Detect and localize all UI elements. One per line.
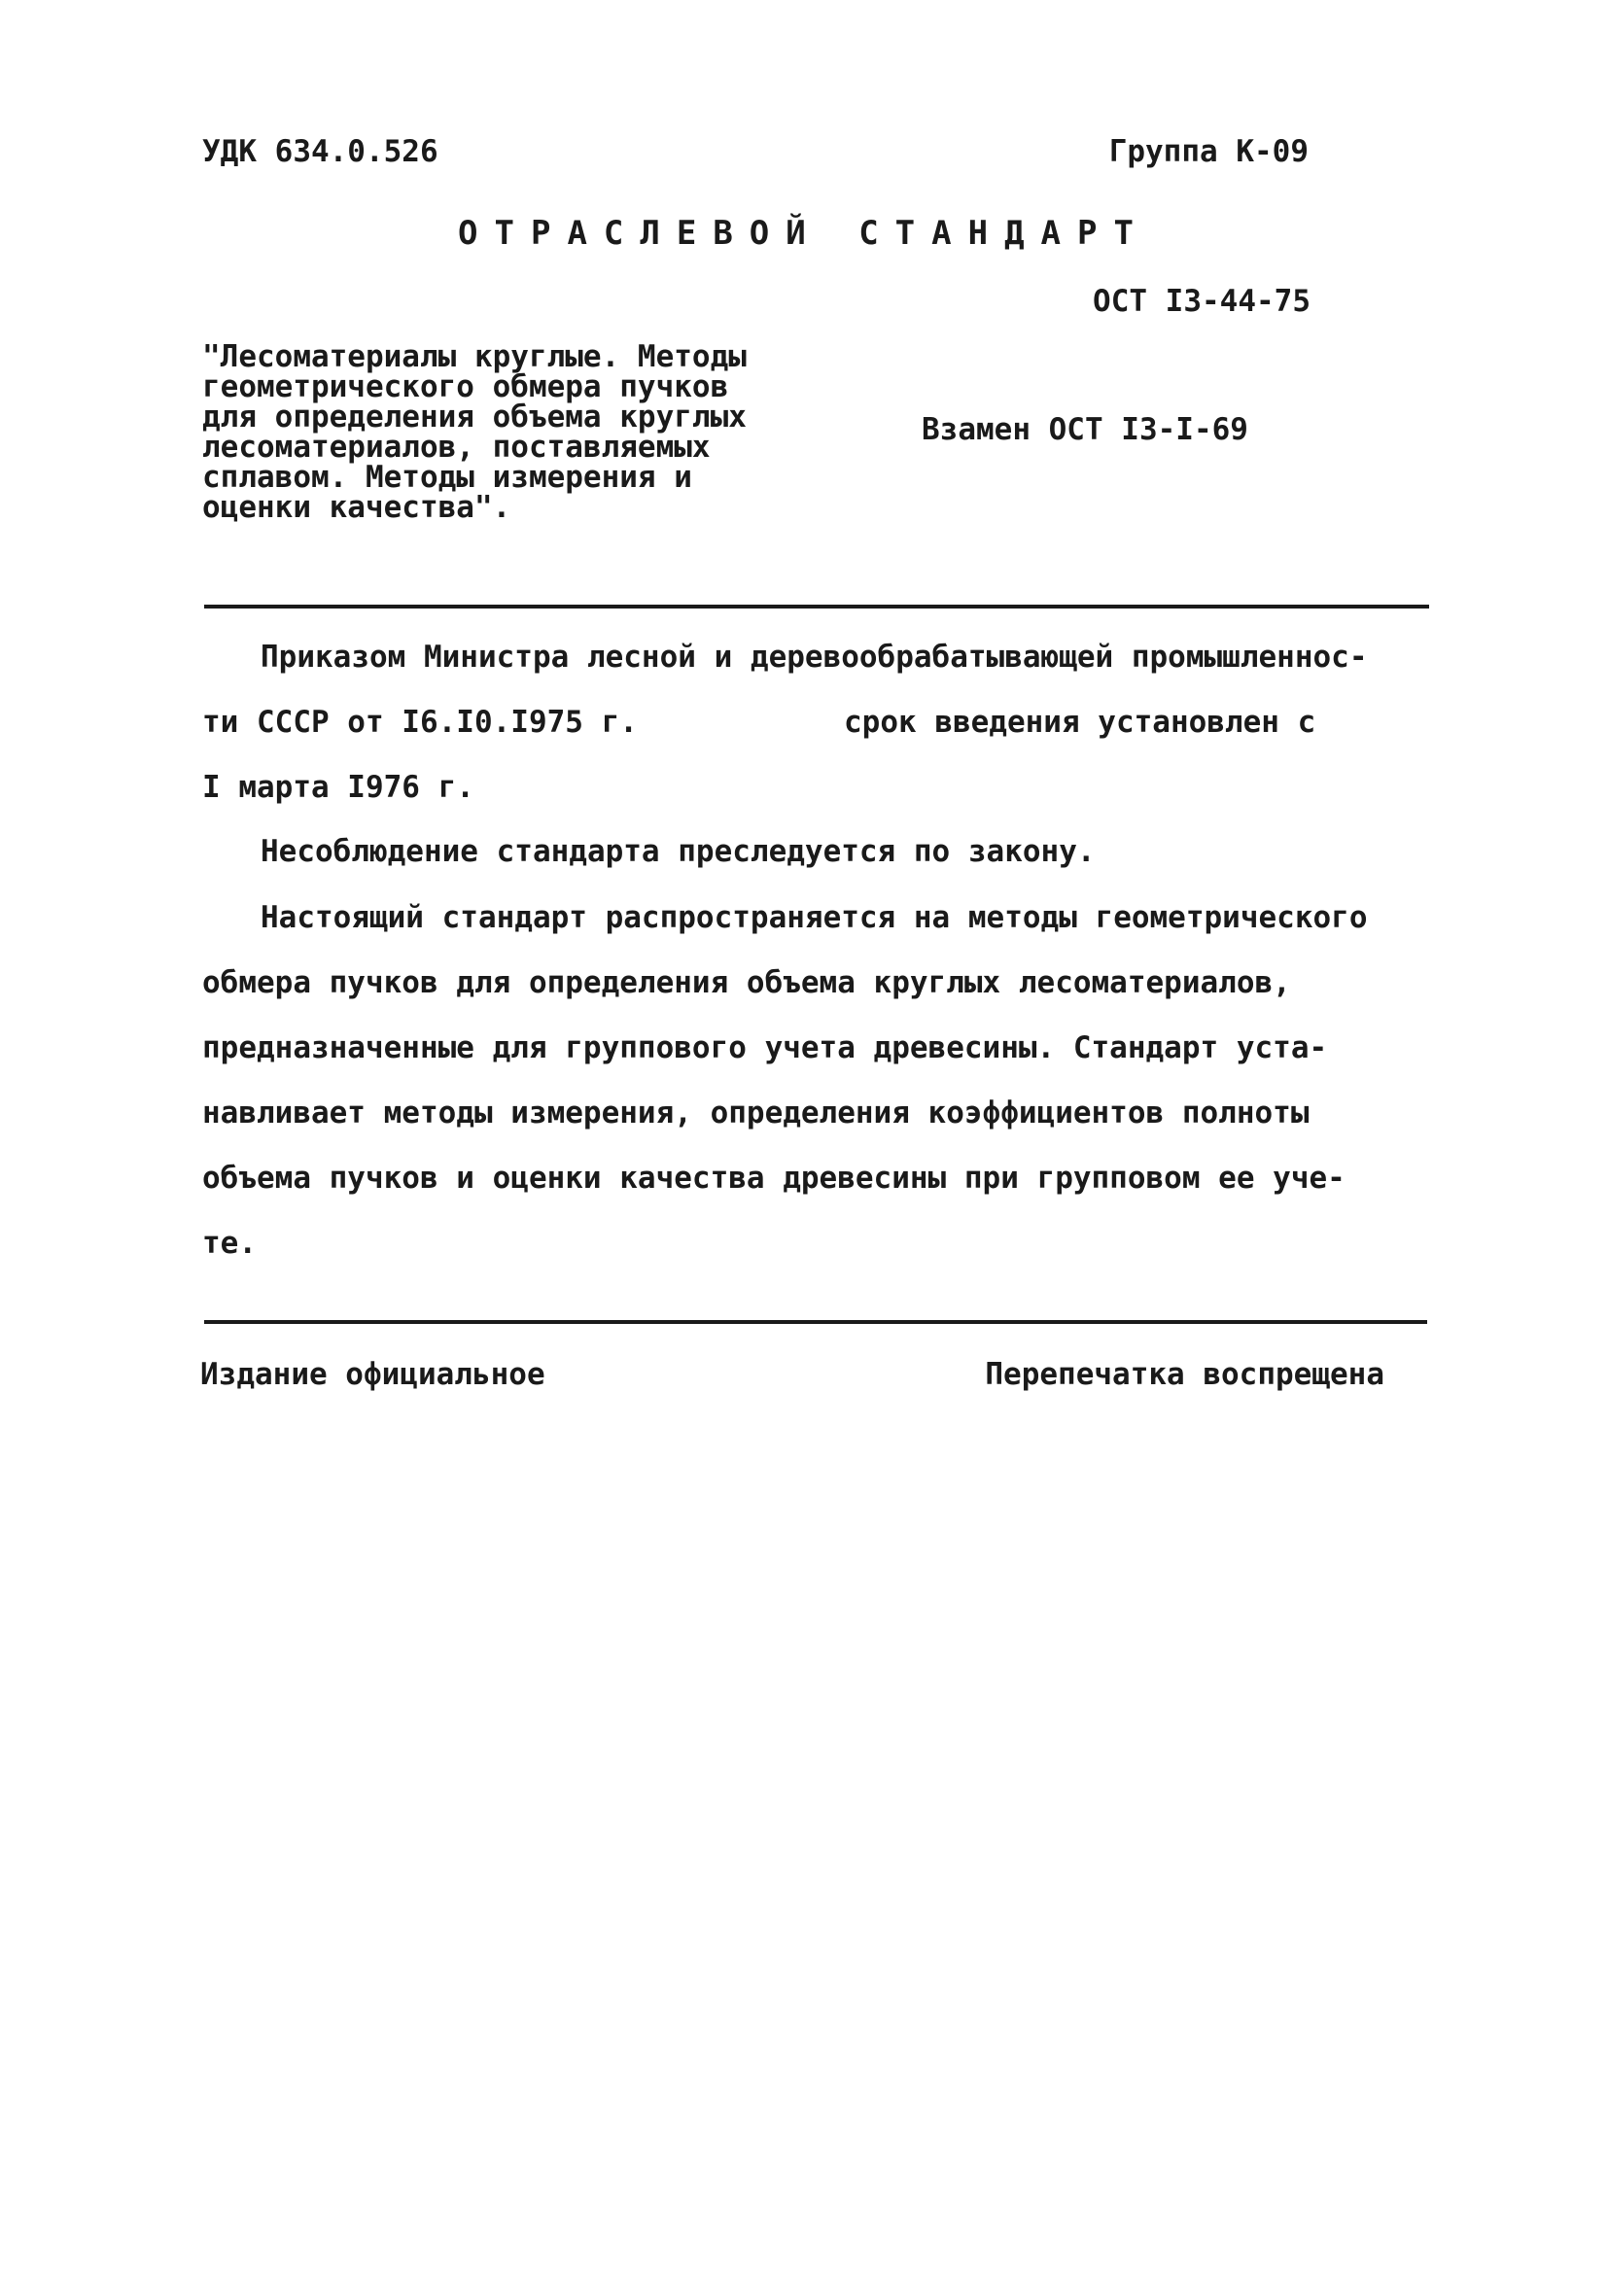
- effective-date-line: I марта I976 г.: [202, 770, 474, 805]
- document-title-line: оценки качества".: [202, 490, 511, 525]
- document-title: [202, 339, 844, 525]
- penalty-notice: Несоблюдение стандарта преследуется по закону.: [261, 834, 1096, 869]
- order-text-line: Приказом Министра лесной и деревообрабатывающей промышленнос-: [261, 640, 1368, 675]
- document-title-line: лесоматериалов, поставляемых: [202, 430, 711, 465]
- scope-text-line: объема пучков и оценки качества древесины при групповом ее уче-: [202, 1161, 1346, 1196]
- ost-number: ОСТ I3-44-75: [1093, 284, 1311, 319]
- scope-text-line: предназначенные для группового учета древесины. Стандарт уста-: [202, 1030, 1328, 1065]
- scope-text-line: обмера пучков для определения объема круглых лесоматериалов,: [202, 965, 1291, 1000]
- reprint-prohibited-label: Перепечатка воспрещена: [985, 1357, 1384, 1392]
- official-edition-label: Издание официальное: [200, 1357, 545, 1392]
- scope-text-line: Настоящий стандарт распространяется на методы геометрического: [261, 900, 1368, 935]
- effective-date-text: срок введения установлен с: [844, 705, 1316, 740]
- document-title-line: геометрического обмера пучков: [202, 369, 729, 404]
- document-title-line: сплавом. Методы измерения и: [202, 460, 692, 495]
- order-text-line: ти СССР от I6.I0.I975 г.: [202, 705, 638, 740]
- document-title-line: "Лесоматериалы круглые. Методы: [202, 339, 747, 374]
- top-divider: [204, 605, 1429, 609]
- document-title-line: для определения объема круглых: [202, 400, 747, 435]
- scope-text-line: навливает методы измерения, определения коэффициентов полноты: [202, 1096, 1310, 1131]
- replaces-standard: Взамен ОСТ I3-I-69: [922, 412, 1248, 447]
- udk-code: УДК 634.0.526: [202, 134, 438, 169]
- scope-text-line: те.: [202, 1226, 257, 1261]
- group-code: Группа К-09: [1108, 134, 1309, 169]
- bottom-divider: [204, 1320, 1427, 1324]
- standard-type-title: ОТРАСЛЕВОЙ СТАНДАРТ: [458, 214, 1150, 253]
